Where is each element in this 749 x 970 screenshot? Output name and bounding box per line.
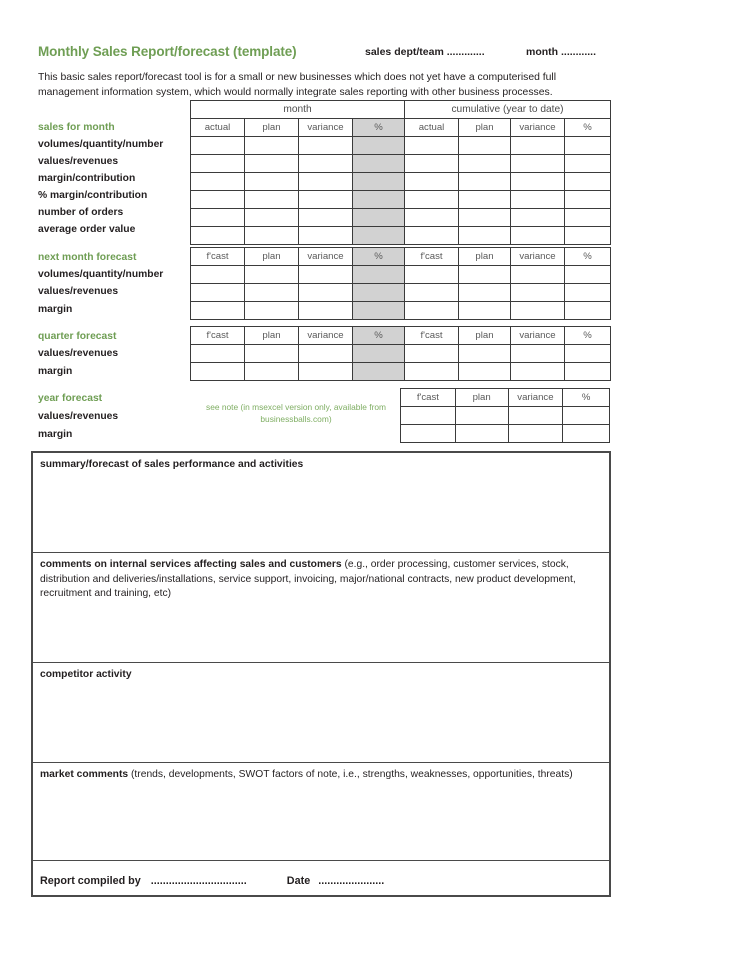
cell-input[interactable] <box>405 155 459 173</box>
cell-input[interactable] <box>299 284 353 302</box>
col-fcast-cumulative: f'cast <box>405 327 459 345</box>
table-row <box>191 155 611 173</box>
intro-paragraph: This basic sales report/forecast tool is for a small or new businesses which does not yet have a computerised full management information system, which would normally integrate sales reporting with other business processes. <box>38 72 557 98</box>
col-plan-cumulative: plan <box>459 248 511 266</box>
row-label-nm-margin: margin <box>38 304 73 315</box>
cell-input[interactable] <box>299 345 353 363</box>
footer-line <box>40 866 602 887</box>
cell-input[interactable] <box>511 284 565 302</box>
row-label-qf-margin: margin <box>38 366 73 377</box>
row-label-values-revenues: values/revenues <box>38 156 119 167</box>
cell-input[interactable] <box>459 137 511 155</box>
cell-input[interactable] <box>405 266 459 284</box>
col-actual-cumulative: actual <box>405 119 459 137</box>
cell-input[interactable] <box>191 155 245 173</box>
cell-input[interactable] <box>299 155 353 173</box>
cell-input[interactable] <box>191 302 245 320</box>
internal-services-detail: (e.g., order processing, customer services, stock, distribution and deliveries/installations, service support, invoicing, major/national contracts, new product development, recruitment and training, etc) <box>40 559 576 599</box>
cell-input[interactable] <box>353 137 405 155</box>
col-percent-month: % <box>353 327 405 345</box>
cell-input[interactable] <box>511 155 565 173</box>
cell-input[interactable] <box>511 266 565 284</box>
cell-input[interactable] <box>405 227 459 245</box>
cell-input[interactable] <box>401 425 456 443</box>
section-label-sales-for-month: sales for month <box>38 122 115 133</box>
row-label-nm-values-revenues: values/revenues <box>38 286 119 297</box>
cell-input[interactable] <box>245 345 299 363</box>
cell-input[interactable] <box>459 302 511 320</box>
cell-input[interactable] <box>459 363 511 381</box>
competitor-activity-heading: competitor activity <box>40 669 132 680</box>
market-comments-heading: market comments <box>40 769 129 780</box>
row-label-qf-values-revenues: values/revenues <box>38 348 119 359</box>
row-label-nm-volumes: volumes/quantity/number <box>38 269 164 280</box>
cell-input[interactable] <box>565 266 611 284</box>
cell-input[interactable] <box>353 345 405 363</box>
cell-input[interactable] <box>401 407 456 425</box>
cell-input[interactable] <box>299 173 353 191</box>
cell-input[interactable] <box>299 227 353 245</box>
cell-input[interactable] <box>191 345 245 363</box>
cell-input[interactable] <box>245 191 299 209</box>
summary-forecast-label <box>40 458 602 473</box>
col-plan-year: plan <box>455 389 508 407</box>
cell-input[interactable] <box>245 209 299 227</box>
cell-input[interactable] <box>191 209 245 227</box>
cell-input[interactable] <box>511 345 565 363</box>
market-comments-detail: (trends, developments, SWOT factors of note, i.e., strengths, weaknesses, opportunities, threats) <box>128 769 573 780</box>
col-actual-month: actual <box>191 119 245 137</box>
col-fcast-month: f'cast <box>191 327 245 345</box>
col-plan-month: plan <box>245 327 299 345</box>
cell-input[interactable] <box>405 137 459 155</box>
cell-input[interactable] <box>511 209 565 227</box>
cell-input[interactable] <box>455 407 508 425</box>
cell-input[interactable] <box>565 155 611 173</box>
cell-input[interactable] <box>511 227 565 245</box>
cell-input[interactable] <box>405 363 459 381</box>
col-variance-cumulative: variance <box>511 119 565 137</box>
cell-input[interactable] <box>405 345 459 363</box>
table-row <box>401 407 610 425</box>
cell-input[interactable] <box>511 302 565 320</box>
cell-input[interactable] <box>459 155 511 173</box>
cell-input[interactable] <box>353 284 405 302</box>
market-comments-box[interactable] <box>33 763 609 861</box>
col-variance-cumulative: variance <box>511 248 565 266</box>
col-plan-month: plan <box>245 119 299 137</box>
cell-input[interactable] <box>353 155 405 173</box>
cell-input[interactable] <box>191 266 245 284</box>
internal-services-label <box>40 558 602 602</box>
row-label-margin-contribution: margin/contribution <box>38 173 136 184</box>
col-percent-cumulative: % <box>565 327 611 345</box>
msexcel-version-note: see note (in msexcel version only, available from businessballs.com) <box>206 402 386 424</box>
table-column-header-row <box>191 119 611 137</box>
cell-input[interactable] <box>511 137 565 155</box>
cell-input[interactable] <box>245 155 299 173</box>
cell-input[interactable] <box>191 137 245 155</box>
cell-input[interactable] <box>299 137 353 155</box>
col-plan-month: plan <box>245 248 299 266</box>
col-plan-cumulative: plan <box>459 119 511 137</box>
cell-input[interactable] <box>565 363 611 381</box>
table-row <box>191 191 611 209</box>
cell-input[interactable] <box>459 284 511 302</box>
cell-input[interactable] <box>299 191 353 209</box>
row-label-volumes-quantity-number: volumes/quantity/number <box>38 139 164 150</box>
cell-input[interactable] <box>299 266 353 284</box>
col-plan-cumulative: plan <box>459 327 511 345</box>
col-variance-month: variance <box>299 119 353 137</box>
table-column-header-row <box>191 327 611 345</box>
cell-input[interactable] <box>353 227 405 245</box>
col-percent-cumulative: % <box>565 119 611 137</box>
cell-input[interactable] <box>459 209 511 227</box>
col-variance-month: variance <box>299 248 353 266</box>
cell-input[interactable] <box>353 209 405 227</box>
cell-input[interactable] <box>405 209 459 227</box>
cell-input[interactable] <box>459 345 511 363</box>
summary-forecast-box[interactable] <box>33 453 609 553</box>
cell-input[interactable] <box>245 137 299 155</box>
table-row <box>401 425 610 443</box>
section-label-quarter-forecast: quarter forecast <box>38 331 117 342</box>
table-group-header-row <box>191 101 611 119</box>
cell-input[interactable] <box>459 173 511 191</box>
col-percent-month: % <box>353 248 405 266</box>
cell-input[interactable] <box>565 137 611 155</box>
cell-input[interactable] <box>459 227 511 245</box>
cell-input[interactable] <box>565 227 611 245</box>
date-field[interactable]: ...................... <box>318 875 385 887</box>
cell-input[interactable] <box>511 363 565 381</box>
cell-input[interactable] <box>353 302 405 320</box>
market-comments-label <box>40 768 602 783</box>
cell-input[interactable] <box>563 425 610 443</box>
year-forecast-table <box>400 388 610 443</box>
cell-input[interactable] <box>245 227 299 245</box>
cell-input[interactable] <box>508 425 563 443</box>
table-row <box>191 266 611 284</box>
table-row <box>191 363 611 381</box>
quarter-forecast-table <box>190 326 611 381</box>
cell-input[interactable] <box>565 209 611 227</box>
table-row <box>191 227 611 245</box>
page-title: Monthly Sales Report/forecast (template) <box>38 44 297 59</box>
group-header-month: month <box>191 101 405 119</box>
cell-input[interactable] <box>191 284 245 302</box>
cell-input[interactable] <box>299 209 353 227</box>
cell-input[interactable] <box>511 191 565 209</box>
cell-input[interactable] <box>565 284 611 302</box>
row-label-number-of-orders: number of orders <box>38 207 124 218</box>
footer-box <box>33 861 609 895</box>
table-row <box>191 173 611 191</box>
table-row <box>191 302 611 320</box>
col-variance-month: variance <box>299 327 353 345</box>
comment-boxes-container <box>31 451 611 897</box>
col-variance-year: variance <box>508 389 563 407</box>
table-column-header-row <box>401 389 610 407</box>
cell-input[interactable] <box>245 266 299 284</box>
section-label-next-month-forecast: next month forecast <box>38 252 137 263</box>
col-percent-cumulative: % <box>565 248 611 266</box>
col-fcast-year: f'cast <box>401 389 456 407</box>
cell-input[interactable] <box>353 363 405 381</box>
table-row <box>191 209 611 227</box>
cell-input[interactable] <box>299 363 353 381</box>
table-row <box>191 284 611 302</box>
cell-input[interactable] <box>191 191 245 209</box>
col-fcast-month: f'cast <box>191 248 245 266</box>
cell-input[interactable] <box>245 363 299 381</box>
table-row <box>191 345 611 363</box>
table-row <box>191 137 611 155</box>
row-label-yf-margin: margin <box>38 429 73 440</box>
cell-input[interactable] <box>405 173 459 191</box>
cell-input[interactable] <box>191 363 245 381</box>
cell-input[interactable] <box>455 425 508 443</box>
row-label-yf-values-revenues: values/revenues <box>38 411 119 422</box>
header-row <box>38 44 638 64</box>
sales-for-month-table <box>190 100 611 245</box>
next-month-forecast-table <box>190 247 611 320</box>
date-label: Date <box>286 875 311 887</box>
cell-input[interactable] <box>563 407 610 425</box>
cell-input[interactable] <box>508 407 563 425</box>
cell-input[interactable] <box>405 284 459 302</box>
cell-input[interactable] <box>299 302 353 320</box>
row-label-average-order-value: average order value <box>38 224 136 235</box>
cell-input[interactable] <box>245 173 299 191</box>
report-compiled-by-field[interactable]: ................................ <box>150 875 247 887</box>
month-field[interactable]: month ............ <box>526 46 596 58</box>
cell-input[interactable] <box>245 302 299 320</box>
cell-input[interactable] <box>565 191 611 209</box>
cell-input[interactable] <box>565 173 611 191</box>
cell-input[interactable] <box>459 266 511 284</box>
cell-input[interactable] <box>565 345 611 363</box>
competitor-activity-box[interactable] <box>33 663 609 763</box>
cell-input[interactable] <box>511 173 565 191</box>
group-header-cumulative: cumulative (year to date) <box>405 101 611 119</box>
table-column-header-row <box>191 248 611 266</box>
cell-input[interactable] <box>405 191 459 209</box>
cell-input[interactable] <box>565 302 611 320</box>
col-percent-month: % <box>353 119 405 137</box>
cell-input[interactable] <box>353 191 405 209</box>
cell-input[interactable] <box>245 284 299 302</box>
sales-dept-team-field[interactable]: sales dept/team ............. <box>365 46 485 58</box>
row-label-pct-margin-contribution: % margin/contribution <box>38 190 148 201</box>
competitor-activity-label <box>40 668 602 683</box>
cell-input[interactable] <box>459 191 511 209</box>
cell-input[interactable] <box>191 227 245 245</box>
col-percent-year: % <box>563 389 610 407</box>
cell-input[interactable] <box>191 173 245 191</box>
col-fcast-cumulative: f'cast <box>405 248 459 266</box>
cell-input[interactable] <box>353 266 405 284</box>
internal-services-box[interactable] <box>33 553 609 663</box>
summary-forecast-heading: summary/forecast of sales performance and activities <box>40 459 304 470</box>
internal-services-heading: comments on internal services affecting sales and customers <box>40 559 342 570</box>
col-variance-cumulative: variance <box>511 327 565 345</box>
report-compiled-by-label: Report compiled by <box>40 875 141 887</box>
section-label-year-forecast: year forecast <box>38 393 103 404</box>
cell-input[interactable] <box>353 173 405 191</box>
cell-input[interactable] <box>405 302 459 320</box>
